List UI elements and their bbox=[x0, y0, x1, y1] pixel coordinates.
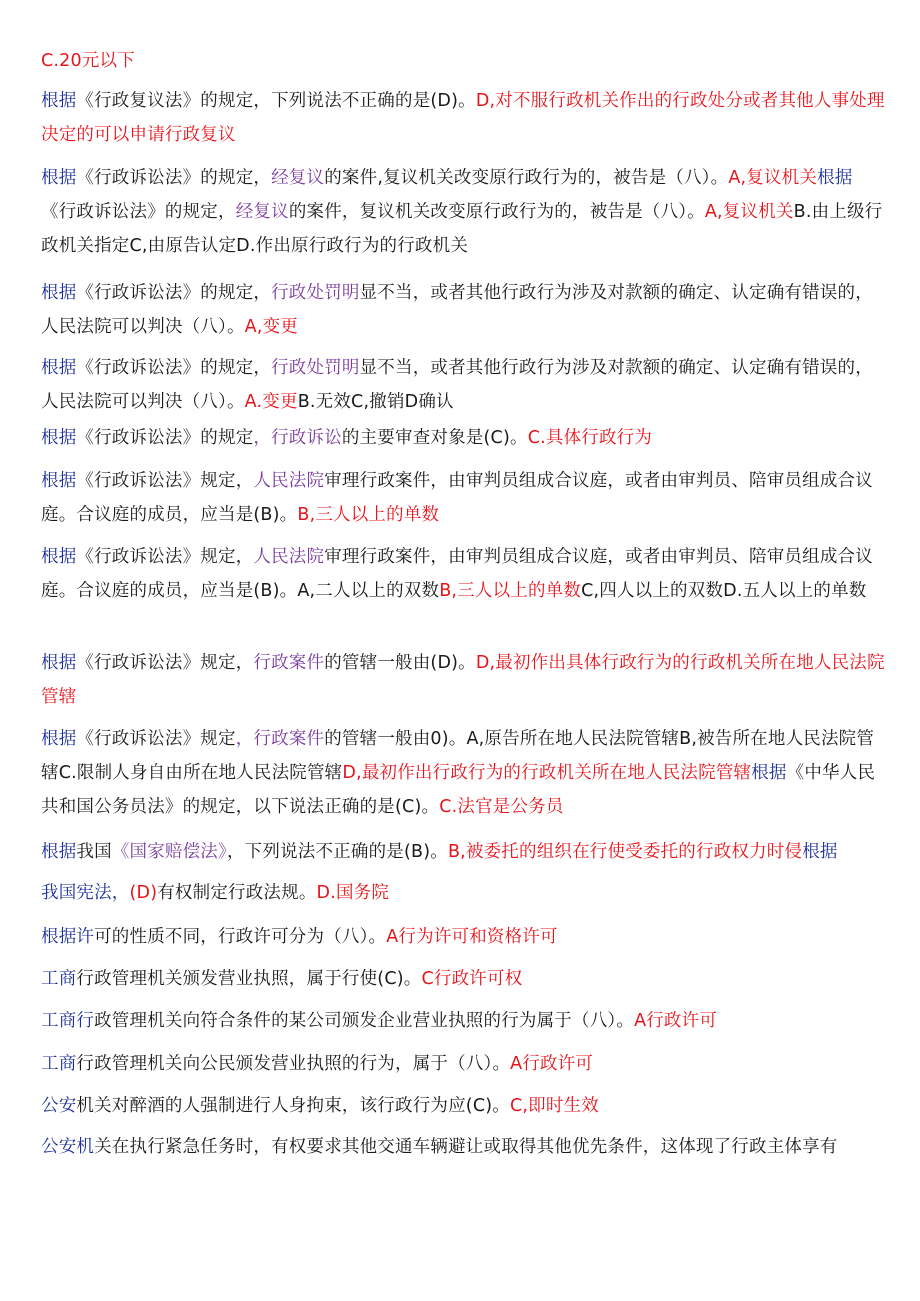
question-text: 政管理机关向符合条件的某公司颁发企业营业执照的行为属于（八）。 bbox=[94, 1011, 635, 1031]
question-paragraph bbox=[41, 351, 886, 419]
keyword-text: ，行政诉讼 bbox=[253, 428, 342, 448]
answer-text: A行为许可和资格许可 bbox=[386, 927, 558, 947]
keyword-text: 根据 bbox=[41, 91, 77, 111]
keyword-text: 根据 bbox=[41, 283, 77, 303]
answer-text: D,最初作出具体行政行为的行政机关所在地人民法院管辖 bbox=[41, 653, 885, 707]
question-text: 机关对醉酒的人强制进行人身拘束，该行政行为应(C)。 bbox=[76, 1096, 510, 1116]
question-text: 我国 bbox=[76, 842, 112, 862]
question-text: 有权制定行政法规。 bbox=[157, 883, 317, 903]
question-text: 显不当，或者其他行政行为涉及对款额的确定、认定确有错误的，人民法院可以判决（八）。 bbox=[41, 283, 873, 337]
question-paragraph bbox=[41, 84, 886, 152]
question-paragraph bbox=[41, 835, 886, 869]
keyword-text: 根据 bbox=[41, 471, 77, 491]
answer-text: A.变更 bbox=[244, 392, 298, 412]
keyword-text: 《国家赔偿法》 bbox=[111, 842, 227, 862]
question-text: ，下列说法不正确的是(B)。 bbox=[226, 842, 448, 862]
answer-text: C行政许可权 bbox=[421, 969, 523, 989]
question-paragraph bbox=[41, 161, 886, 263]
keyword-text: 根据许 bbox=[41, 927, 95, 947]
keyword-text: 根据 bbox=[41, 547, 77, 567]
answer-text: A,变更 bbox=[244, 317, 298, 337]
question-text: B.由上级行政机关指定C,由原告认定D.作出原行政行为的行政机关 bbox=[41, 202, 883, 256]
question-text: 《行政诉讼法》规定， bbox=[76, 547, 254, 567]
question-text: 审理行政案件，由审判员组成合议庭，或者由审判员、陪审员组成合议庭。合议庭的成员，应当是(B)。 bbox=[41, 471, 873, 525]
keyword-text: 我国宪法， bbox=[41, 883, 130, 903]
question-text: 《行政复议法》的规定，下列说法不正确的是(D)。 bbox=[76, 91, 476, 111]
keyword-text: 经复议 bbox=[235, 202, 289, 222]
question-text: 《行政诉讼法》规定， bbox=[76, 471, 254, 491]
keyword-text: 人民法院 bbox=[253, 547, 325, 567]
question-paragraph bbox=[41, 876, 886, 910]
question-text: 显不当，或者其他行政行为涉及对款额的确定、认定确有错误的，人民法院可以判决（八）。 bbox=[41, 358, 873, 412]
question-text: 的管辖一般由0)。A,原告所在地人民法院管辖B,被告所在地人民法院管辖C.限制人身自由所在地人民法院管辖 bbox=[41, 729, 875, 783]
question-paragraph bbox=[41, 962, 886, 996]
question-paragraph bbox=[41, 276, 886, 344]
answer-text: D.国务院 bbox=[316, 883, 390, 903]
keyword-text: 人民法院 bbox=[253, 471, 325, 491]
question-text: 《行政诉讼法》的规定， bbox=[76, 283, 272, 303]
question-text: 的主要审查对象是(C)。 bbox=[341, 428, 528, 448]
question-paragraph bbox=[41, 1089, 886, 1123]
keyword-text: 经复议 bbox=[271, 168, 325, 188]
question-text: 可的性质不同，行政许可分为（八）。 bbox=[94, 927, 387, 947]
keyword-text: 公安机 bbox=[41, 1137, 95, 1157]
question-paragraph bbox=[41, 1130, 886, 1164]
question-paragraph bbox=[41, 421, 886, 455]
answer-text: A行政许可 bbox=[634, 1011, 718, 1031]
keyword-text: 根据 bbox=[802, 842, 838, 862]
question-text: 《行政诉讼法》的规定 bbox=[76, 428, 254, 448]
question-paragraph bbox=[41, 722, 886, 824]
keyword-text: 工商 bbox=[41, 969, 77, 989]
answer-text: B,三人以上的单数 bbox=[439, 581, 582, 601]
answer-text: C.具体行政行为 bbox=[527, 428, 653, 448]
question-text: 行政管理机关向公民颁发营业执照的行为，属于（八）。 bbox=[76, 1054, 511, 1074]
keyword-text: 行政处罚明 bbox=[271, 283, 360, 303]
answer-text: B,三人以上的单数 bbox=[297, 505, 440, 525]
question-text: C,四人以上的双数D.五人以上的单数 bbox=[581, 581, 867, 601]
keyword-text: 根据 bbox=[41, 729, 77, 749]
question-text: 的管辖一般由(D)。 bbox=[324, 653, 476, 673]
question-paragraph bbox=[41, 920, 886, 954]
question-paragraph bbox=[41, 540, 886, 608]
question-text: 的案件，复议机关改变原行政行为的，被告是（八）。 bbox=[288, 202, 705, 222]
answer-text: D,对不服行政机关作出的行政处分或者其他人事处理决定的可以申请行政复议 bbox=[41, 91, 885, 145]
answer-text: C,即时生效 bbox=[509, 1096, 599, 1116]
keyword-text: 根据 bbox=[41, 653, 77, 673]
question-text: 《行政诉讼法》规定， bbox=[76, 653, 254, 673]
question-text: 《行政诉讼法》规定 bbox=[76, 729, 236, 749]
answer-text: A行政许可 bbox=[510, 1054, 594, 1074]
keyword-text: 行政处罚明 bbox=[271, 358, 360, 378]
question-paragraph bbox=[41, 44, 886, 78]
keyword-text: 根据 bbox=[751, 763, 787, 783]
question-text: 《中华人民共和国公务员法》的规定，以下说法正确的是(C)。 bbox=[41, 763, 876, 817]
question-text: 《行政诉讼法》的规定， bbox=[76, 168, 272, 188]
question-text: 行政管理机关颁发营业执照，属于行使(C)。 bbox=[76, 969, 422, 989]
keyword-text: 工商行 bbox=[41, 1011, 95, 1031]
question-text: 的案件,复议机关改变原行政行为的，被告是（八）。 bbox=[324, 168, 729, 188]
question-paragraph bbox=[41, 464, 886, 532]
question-paragraph bbox=[41, 646, 886, 714]
question-text: 审理行政案件，由审判员组成合议庭，或者由审判员、陪审员组成合议庭。合议庭的成员，应当是(B)。A,二人以上的双数 bbox=[41, 547, 873, 601]
answer-text: B,被委托的组织在行使受委托的行政权力时侵 bbox=[447, 842, 803, 862]
answer-text: A,复议机关 bbox=[704, 202, 794, 222]
keyword-text: 根据 bbox=[41, 428, 77, 448]
question-paragraph bbox=[41, 1047, 886, 1081]
question-text: 关在执行紧急任务时，有权要求其他交通车辆避让或取得其他优先条件，这体现了行政主体享有 bbox=[94, 1137, 838, 1157]
answer-text: D,最初作出行政行为的行政机关所在地人民法院管辖 bbox=[342, 763, 752, 783]
answer-text: C.20元以下 bbox=[41, 51, 135, 71]
keyword-text: 根据 bbox=[41, 358, 77, 378]
keyword-text: 根据 bbox=[41, 168, 77, 188]
keyword-text: 公安 bbox=[41, 1096, 77, 1116]
keyword-text: 行政案件 bbox=[253, 653, 325, 673]
question-paragraph bbox=[41, 1004, 886, 1038]
answer-text: A,复议机关 bbox=[728, 168, 818, 188]
answer-text: C.法官是公务员 bbox=[439, 797, 564, 817]
keyword-text: 根据 bbox=[817, 168, 853, 188]
answer-text: (D) bbox=[129, 883, 158, 903]
question-text: 《行政诉讼法》的规定， bbox=[76, 358, 272, 378]
keyword-text: 根据 bbox=[41, 842, 77, 862]
question-text: B.无效C,撤销D确认 bbox=[297, 392, 454, 412]
keyword-text: ，行政案件 bbox=[235, 729, 325, 749]
keyword-text: 工商 bbox=[41, 1054, 77, 1074]
question-text: 《行政诉讼法》的规定， bbox=[41, 202, 236, 222]
